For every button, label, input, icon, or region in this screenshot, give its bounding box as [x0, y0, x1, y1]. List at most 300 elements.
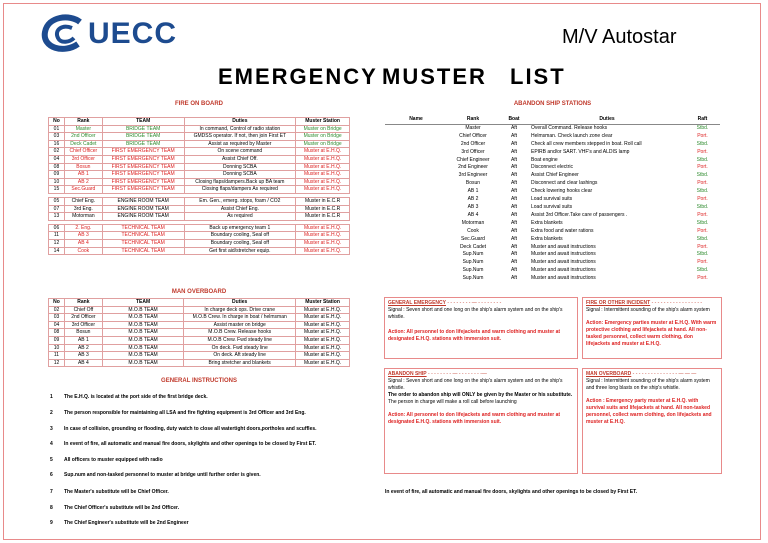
fire-cell: Muster in E.C.R	[296, 197, 350, 205]
abandon-cell: Port.	[697, 227, 708, 234]
abandon-ship-title: ABANDON SHIP	[388, 371, 427, 377]
fire-cell: ENGINE ROOM TEAM	[102, 205, 184, 213]
abandon-header: Raft	[685, 116, 720, 124]
fire-cell: Muster at E.H.Q.	[296, 171, 350, 179]
mob-cell: 02	[49, 306, 65, 314]
abandon-cell	[385, 188, 447, 196]
mob-cell: AB 3	[64, 352, 102, 360]
fire-cell: 07	[49, 205, 65, 213]
fire-cell: Cook	[64, 247, 102, 255]
fire-cell: 10	[49, 178, 65, 186]
man-overboard-table	[48, 298, 350, 367]
mob-row	[49, 314, 350, 322]
mob-cell: 3rd Officer	[64, 321, 102, 329]
abandon-row	[385, 180, 720, 188]
abandon-cell: Muster and await instructions	[531, 259, 596, 266]
abandon-cell: Stbd.	[696, 124, 709, 131]
abandon-cell: 3rd Engineer	[458, 172, 488, 179]
general-emergency-action: Action: All personnel to don lifejackets and warm clothing and muster at designated E.H.Q. stations with immersion suit.	[388, 329, 561, 342]
abandon-cell: Disconnect electric	[531, 164, 573, 171]
abandon-ship-action: Action: All personnel to don lifejackets and warm clothing and muster at designated E.H.Q. stations with immersion suit.	[388, 412, 561, 425]
abandon-cell: Chief Officer	[459, 132, 487, 139]
abandon-cell: 2nd Engineer	[458, 164, 488, 171]
mob-cell: Chief Off	[64, 306, 102, 314]
abandon-cell: Aft	[510, 124, 518, 131]
mob-header: TEAM	[102, 299, 183, 307]
fire-row	[49, 232, 350, 240]
abandon-cell: Stbd.	[696, 203, 709, 210]
mob-row	[49, 336, 350, 344]
mob-cell: M.O.B TEAM	[102, 359, 183, 367]
abandon-cell: Port.	[697, 243, 708, 250]
abandon-ship-note: The person in charge will make a roll call before launching	[388, 399, 517, 405]
fire-cell: Motorman	[64, 213, 102, 221]
abandon-cell: Helmsman. Check launch zone clear	[531, 132, 613, 139]
fire-cell: 14	[49, 247, 65, 255]
abandon-row	[385, 164, 720, 172]
fire-cell: 12	[49, 239, 65, 247]
fire-row	[49, 140, 350, 148]
abandon-cell: Aft	[510, 251, 518, 258]
abandon-ship-box	[384, 368, 578, 474]
general-item-number: 7	[50, 489, 53, 495]
fire-cell: Bosun	[64, 163, 102, 171]
fire-row	[49, 205, 350, 213]
mob-cell: AB 1	[64, 336, 102, 344]
abandon-cell	[385, 267, 447, 275]
mob-cell: Muster at E.H.Q.	[296, 306, 350, 314]
abandon-section-title: ABANDON SHIP STATIONS	[513, 101, 592, 107]
abandon-cell: Aft	[510, 267, 518, 274]
fire-cell: Muster at E.H.Q.	[296, 148, 350, 156]
fire-cell: GMDSS operator. If not, then join First ET	[184, 133, 296, 141]
abandon-header: Rank	[447, 116, 499, 124]
mob-cell: On deck. Aft steady line	[184, 352, 296, 360]
abandon-cell: Assist 3rd Officer.Take care of passengers .	[531, 211, 628, 218]
man-overboard-dashes: - - - - - - - - - - - - - - - — — —	[632, 371, 697, 377]
mob-header: Rank	[64, 299, 102, 307]
abandon-row	[385, 124, 720, 132]
abandon-cell: Aft	[510, 211, 518, 218]
abandon-cell: Stbd.	[696, 219, 709, 226]
general-item-text: All officers to muster equipped with radio	[64, 457, 163, 463]
abandon-cell: Aft	[510, 148, 518, 155]
general-emergency-signal: Signal : Seven short and one long on the ship's alarm system and on the ship's whistle.	[388, 307, 563, 320]
mob-header: Muster Station	[296, 299, 350, 307]
fire-cell: Closing flaps/dampers.Back up BA team	[184, 178, 296, 186]
fire-cell: Chief Officer	[64, 148, 102, 156]
mob-cell: M.O.B TEAM	[102, 336, 183, 344]
general-item-text: Sup.num and non-tasked personnel to muster at bridge until further order is given.	[64, 472, 261, 478]
fire-cell: As required	[184, 213, 296, 221]
abandon-cell	[385, 259, 447, 267]
fire-cell: Sec.Guard	[64, 186, 102, 194]
abandon-cell	[385, 164, 447, 172]
abandon-cell: Muster and await instructions	[531, 275, 596, 282]
fire-cell: AB 2	[64, 178, 102, 186]
abandon-cell: AB 4	[467, 211, 479, 218]
abandon-cell: Overall Command. Release hooks	[531, 124, 608, 131]
fire-cell: FIRST EMERGENCY TEAM	[102, 155, 184, 163]
fire-header: Duties	[184, 118, 296, 126]
abandon-cell: AB 2	[467, 196, 479, 203]
fire-cell: FIRST EMERGENCY TEAM	[102, 171, 184, 179]
abandon-row	[385, 259, 720, 267]
fire-cell: BRIDGE TEAM	[102, 140, 184, 148]
uecc-logo	[40, 14, 177, 54]
fire-cell: FIRST EMERGENCY TEAM	[102, 178, 184, 186]
mob-cell: Muster at E.H.Q.	[296, 336, 350, 344]
general-item-text: In case of collision, grounding or flooding, duty watch to close all watertight doors,portholes and scuffles.	[64, 426, 317, 432]
abandon-row	[385, 149, 720, 157]
fire-cell: Muster at E.H.Q.	[296, 163, 350, 171]
abandon-cell	[385, 141, 447, 149]
abandon-cell: Aft	[510, 243, 518, 250]
abandon-row	[385, 204, 720, 212]
mob-cell: Bring stretcher and blankets	[184, 359, 296, 367]
abandon-cell: Cook	[467, 227, 479, 234]
fire-cell: Muster on Bridge	[296, 140, 350, 148]
abandon-cell: Aft	[510, 196, 518, 203]
general-item-text: The Master's substitute will be Chief Officer.	[64, 489, 169, 495]
abandon-cell: AB 1	[467, 188, 479, 195]
mob-cell: Muster at E.H.Q.	[296, 329, 350, 337]
abandon-row	[385, 141, 720, 149]
fire-cell: Deck Cadet	[64, 140, 102, 148]
abandon-cell: Muster and await instructions	[531, 251, 596, 258]
abandon-cell	[385, 212, 447, 220]
abandon-cell: Port.	[697, 275, 708, 282]
mob-row	[49, 306, 350, 314]
mob-cell: Muster at E.H.Q.	[296, 359, 350, 367]
fire-cell: TECHNICAL TEAM	[102, 239, 184, 247]
abandon-cell: Load survival suits	[531, 203, 573, 210]
mob-cell: AB 4	[64, 359, 102, 367]
title-word-3: LIST	[510, 64, 566, 89]
mob-cell: M.O.B TEAM	[102, 329, 183, 337]
fire-cell: Muster on Bridge	[296, 133, 350, 141]
fire-row	[49, 155, 350, 163]
abandon-cell	[385, 149, 447, 157]
abandon-ship-table	[385, 116, 720, 283]
fire-row	[49, 247, 350, 255]
abandon-cell	[385, 204, 447, 212]
general-item-text: In event of fire, all automatic and manual fire doors, skylights and other openings to be closed by First ET.	[64, 441, 316, 447]
fire-cell: Em. Gen., emerg. stops, foam / CO2	[184, 197, 296, 205]
fire-cell: Muster at E.H.Q.	[296, 186, 350, 194]
mob-row	[49, 344, 350, 352]
abandon-cell: Extra food and water rations	[531, 227, 594, 234]
abandon-row	[385, 172, 720, 180]
fire-row	[49, 133, 350, 141]
mob-row	[49, 321, 350, 329]
fire-cell: Assist Chief Eng.	[184, 205, 296, 213]
general-item-text: The Chief Officer's substitute will be 2nd Officer.	[64, 505, 180, 511]
fire-cell: AB 1	[64, 171, 102, 179]
fire-incident-box	[582, 297, 722, 359]
mob-cell: Muster at E.H.Q.	[296, 352, 350, 360]
mob-cell: 10	[49, 344, 65, 352]
abandon-cell: 2nd Officer	[460, 140, 486, 147]
abandon-cell	[385, 275, 447, 283]
fire-incident-dashes: - - - - - - - - - - - - - - - - -	[651, 300, 703, 306]
fire-row	[49, 197, 350, 205]
abandon-cell: Sup.Num	[462, 267, 484, 274]
fire-cell: FIRST EMERGENCY TEAM	[102, 186, 184, 194]
abandon-cell	[385, 157, 447, 165]
mob-cell: M.O.B TEAM	[102, 352, 183, 360]
fire-cell: Muster at E.H.Q.	[296, 247, 350, 255]
general-instructions-title: GENERAL INSTRUCTIONS	[161, 378, 237, 384]
fire-cell: Donning SCBA	[184, 171, 296, 179]
abandon-cell: Check all crew members stepped in boat. Roll call	[531, 140, 642, 147]
abandon-cell: Port.	[697, 148, 708, 155]
abandon-row	[385, 251, 720, 259]
general-item-text: The E.H.Q. is located at the port side of the first bridge deck.	[64, 394, 208, 400]
abandon-cell: Aft	[510, 259, 518, 266]
fire-cell: Assist as required by Master	[184, 140, 296, 148]
fire-cell: Donning SCBA	[184, 163, 296, 171]
mob-cell: M.O.B TEAM	[102, 321, 183, 329]
abandon-cell: Stbd.	[696, 267, 709, 274]
mob-cell: On deck. Fwd steady line	[184, 344, 296, 352]
fire-incident-action: Action: Emergency parties muster at E.H.Q. With warm protective clothing and lifejackets at hand. All non-tasked personnel, collect warm clothing, don lifejackets and muster at E.H.Q.	[586, 320, 717, 347]
mob-cell: Muster at E.H.Q.	[296, 314, 350, 322]
fire-cell: Back up emergency team 1	[184, 224, 296, 232]
fire-row	[49, 178, 350, 186]
abandon-header: Boat	[499, 116, 529, 124]
fire-cell: 11	[49, 232, 65, 240]
abandon-cell: Aft	[510, 275, 518, 282]
fire-cell: 01	[49, 125, 65, 133]
fire-cell: TECHNICAL TEAM	[102, 247, 184, 255]
abandon-ship-signal: Signal : Seven short and one long on the ship's alarm system and on the ship's whistle.	[388, 378, 563, 391]
fire-row	[49, 239, 350, 247]
fire-cell: 15	[49, 186, 65, 194]
mob-cell: Muster at E.H.Q.	[296, 344, 350, 352]
fire-header: No	[49, 118, 65, 126]
title-word-2: MUSTER	[382, 64, 487, 89]
fire-cell: Get first aid/stretcher equip.	[184, 247, 296, 255]
abandon-cell: EPIRB and/or SART. VHF's and ALDIS lamp	[531, 148, 630, 155]
mob-row	[49, 359, 350, 367]
man-overboard-box	[582, 368, 722, 474]
general-item-number: 6	[50, 472, 53, 478]
abandon-cell: Chief Engineer	[456, 156, 490, 163]
abandon-cell: Aft	[510, 188, 518, 195]
abandon-row	[385, 196, 720, 204]
abandon-row	[385, 220, 720, 228]
mob-cell: M.O.B Crew. Fwd steady line	[184, 336, 296, 344]
abandon-header: Duties	[529, 116, 685, 124]
mob-cell: 03	[49, 314, 65, 322]
fire-header: Muster Station	[296, 118, 350, 126]
abandon-cell: Assist Chief Engineer	[531, 172, 579, 179]
vessel-name: M/V Autostar	[562, 26, 677, 48]
fire-cell: 02	[49, 148, 65, 156]
general-item-text: The Chief Engineer's substitute will be 2nd Engineer	[64, 520, 189, 526]
mob-section-title: MAN OVERBOARD	[171, 289, 227, 295]
abandon-cell: Muster and await instructions	[531, 243, 596, 250]
abandon-cell: Boat engine	[531, 156, 558, 163]
fire-header: TEAM	[102, 118, 184, 126]
abandon-cell	[385, 180, 447, 188]
mob-cell: 09	[49, 336, 65, 344]
fire-cell: Muster on Bridge	[296, 125, 350, 133]
fire-cell: BRIDGE TEAM	[102, 133, 184, 141]
fire-row	[49, 163, 350, 171]
abandon-row	[385, 275, 720, 283]
fire-cell: FIRST EMERGENCY TEAM	[102, 148, 184, 156]
abandon-cell: Port.	[697, 196, 708, 203]
fire-cell: In command, Control of radio station	[184, 125, 296, 133]
fire-cell: AB 4	[64, 239, 102, 247]
abandon-cell: Aft	[510, 140, 518, 147]
fire-cell: TECHNICAL TEAM	[102, 232, 184, 240]
mob-cell: In charge deck ops. Drive crane	[184, 306, 296, 314]
fire-cell: 04	[49, 155, 65, 163]
abandon-cell: Aft	[510, 132, 518, 139]
abandon-cell: Port.	[697, 180, 708, 187]
uecc-logo-icon	[40, 14, 86, 54]
mob-header: Duties	[184, 299, 296, 307]
general-emergency-title: GENERAL EMERGENCY	[388, 300, 446, 306]
abandon-row	[385, 267, 720, 275]
abandon-cell	[385, 236, 447, 244]
fire-cell: Muster at E.H.Q.	[296, 178, 350, 186]
abandon-cell: Stbd.	[696, 172, 709, 179]
abandon-cell: Check lowering hooks clear	[531, 188, 593, 195]
fire-cell: 2nd Officer	[64, 133, 102, 141]
abandon-cell: Extra blankets	[531, 219, 563, 226]
mob-cell: 11	[49, 352, 65, 360]
mob-row	[49, 329, 350, 337]
fire-cell: Assist Chief Off.	[184, 155, 296, 163]
abandon-cell	[385, 251, 447, 259]
fire-cell: FIRST EMERGENCY TEAM	[102, 163, 184, 171]
fire-cell: Muster at E.H.Q.	[296, 232, 350, 240]
fire-cell: Master	[64, 125, 102, 133]
fire-cell: Closing flaps/dampers As required	[184, 186, 296, 194]
abandon-cell: Aft	[510, 235, 518, 242]
fire-cell: Boundary cooling, Seal off	[184, 239, 296, 247]
abandon-cell: Deck Cadet	[459, 243, 487, 250]
fire-row	[49, 224, 350, 232]
abandon-cell: Port.	[697, 164, 708, 171]
abandon-cell: Port.	[697, 259, 708, 266]
fire-incident-title: FIRE OR OTHER INCIDENT	[586, 300, 651, 306]
logo-text: UECC	[88, 17, 178, 50]
fire-cell: BRIDGE TEAM	[102, 125, 184, 133]
abandon-cell	[385, 172, 447, 180]
abandon-header: Name	[385, 116, 447, 124]
fire-cell: 03	[49, 133, 65, 141]
abandon-cell: Stbd.	[696, 140, 709, 147]
fire-cell: 08	[49, 163, 65, 171]
fire-cell: Muster in E.C.R	[296, 213, 350, 221]
abandon-ship-order: The order to abandon ship will ONLY be given by the Master or his substitute.	[388, 392, 573, 398]
abandon-cell: Motorman	[461, 219, 485, 226]
abandon-row	[385, 244, 720, 252]
fire-on-board-table	[48, 117, 350, 255]
abandon-cell: Port.	[697, 211, 708, 218]
man-overboard-action: Action : Emergency party muster at E.H.Q. with survival suits and lifejackets at hand. All non-tasked personnel, collect warm clothing, don lifejackets and muster at E.H.Q.	[586, 398, 712, 425]
abandon-cell: Load survival suits	[531, 196, 573, 203]
fire-row	[49, 186, 350, 194]
abandon-row	[385, 236, 720, 244]
abandon-cell: Stbd.	[696, 188, 709, 195]
mob-cell: M.O.B Crew. Release hooks	[184, 329, 296, 337]
abandon-cell: Aft	[510, 219, 518, 226]
abandon-cell: Disconnect and clear lashings	[531, 180, 598, 187]
abandon-row	[385, 212, 720, 220]
fire-cell: TECHNICAL TEAM	[102, 224, 184, 232]
abandon-row	[385, 188, 720, 196]
mob-cell: M.O.B TEAM	[102, 306, 183, 314]
mob-cell: Muster at E.H.Q.	[296, 321, 350, 329]
fire-cell: 16	[49, 140, 65, 148]
abandon-cell: Bosun	[465, 180, 481, 187]
abandon-cell: Aft	[510, 164, 518, 171]
general-item-number: 1	[50, 394, 53, 400]
fire-cell: 3rd Officer	[64, 155, 102, 163]
general-item-number: 8	[50, 505, 53, 511]
abandon-cell	[385, 124, 447, 132]
general-item-number: 4	[50, 441, 53, 447]
mob-cell: 04	[49, 321, 65, 329]
fire-incident-signal: Signal : Intermittent sounding of the ship's alarm system	[586, 307, 710, 313]
general-item-number: 9	[50, 520, 53, 526]
fire-cell: Muster at E.H.Q.	[296, 239, 350, 247]
general-item-number: 3	[50, 426, 53, 432]
mob-cell: 2nd Officer	[64, 314, 102, 322]
footer-note: In event of fire, all automatic and manual fire doors, skylights and other openings to be closed by First ET.	[385, 489, 637, 495]
fire-cell: Muster in E.C.R	[296, 205, 350, 213]
abandon-cell: Aft	[510, 172, 518, 179]
fire-cell: 3rd Eng.	[64, 205, 102, 213]
fire-cell: AB 3	[64, 232, 102, 240]
abandon-cell: Master	[465, 124, 481, 131]
abandon-row	[385, 228, 720, 236]
fire-cell: 13	[49, 213, 65, 221]
fire-cell: 2. Eng.	[64, 224, 102, 232]
mob-cell: Bosun	[64, 329, 102, 337]
mob-header: No	[49, 299, 65, 307]
abandon-cell: Port.	[697, 132, 708, 139]
fire-cell: Boundary cooling, Seal off	[184, 232, 296, 240]
fire-row	[49, 125, 350, 133]
title-word-1: EMERGENCY	[218, 64, 378, 89]
man-overboard-title: MAN OVERBOARD	[586, 371, 632, 377]
fire-cell: ENGINE ROOM TEAM	[102, 213, 184, 221]
abandon-cell: Extra blankets	[531, 235, 563, 242]
general-item-number: 2	[50, 410, 53, 416]
abandon-cell: Aft	[510, 180, 518, 187]
abandon-cell	[385, 228, 447, 236]
abandon-row	[385, 133, 720, 141]
fire-cell: 09	[49, 171, 65, 179]
abandon-cell: Stbd.	[696, 156, 709, 163]
fire-cell: 06	[49, 224, 65, 232]
abandon-cell: Aft	[510, 227, 518, 234]
general-item-number: 5	[50, 457, 53, 463]
abandon-cell: Sec.Guard	[461, 235, 485, 242]
mob-row	[49, 352, 350, 360]
abandon-cell: Sup.Num	[462, 259, 484, 266]
fire-row	[49, 171, 350, 179]
mob-cell: 08	[49, 329, 65, 337]
fire-cell: 05	[49, 197, 65, 205]
